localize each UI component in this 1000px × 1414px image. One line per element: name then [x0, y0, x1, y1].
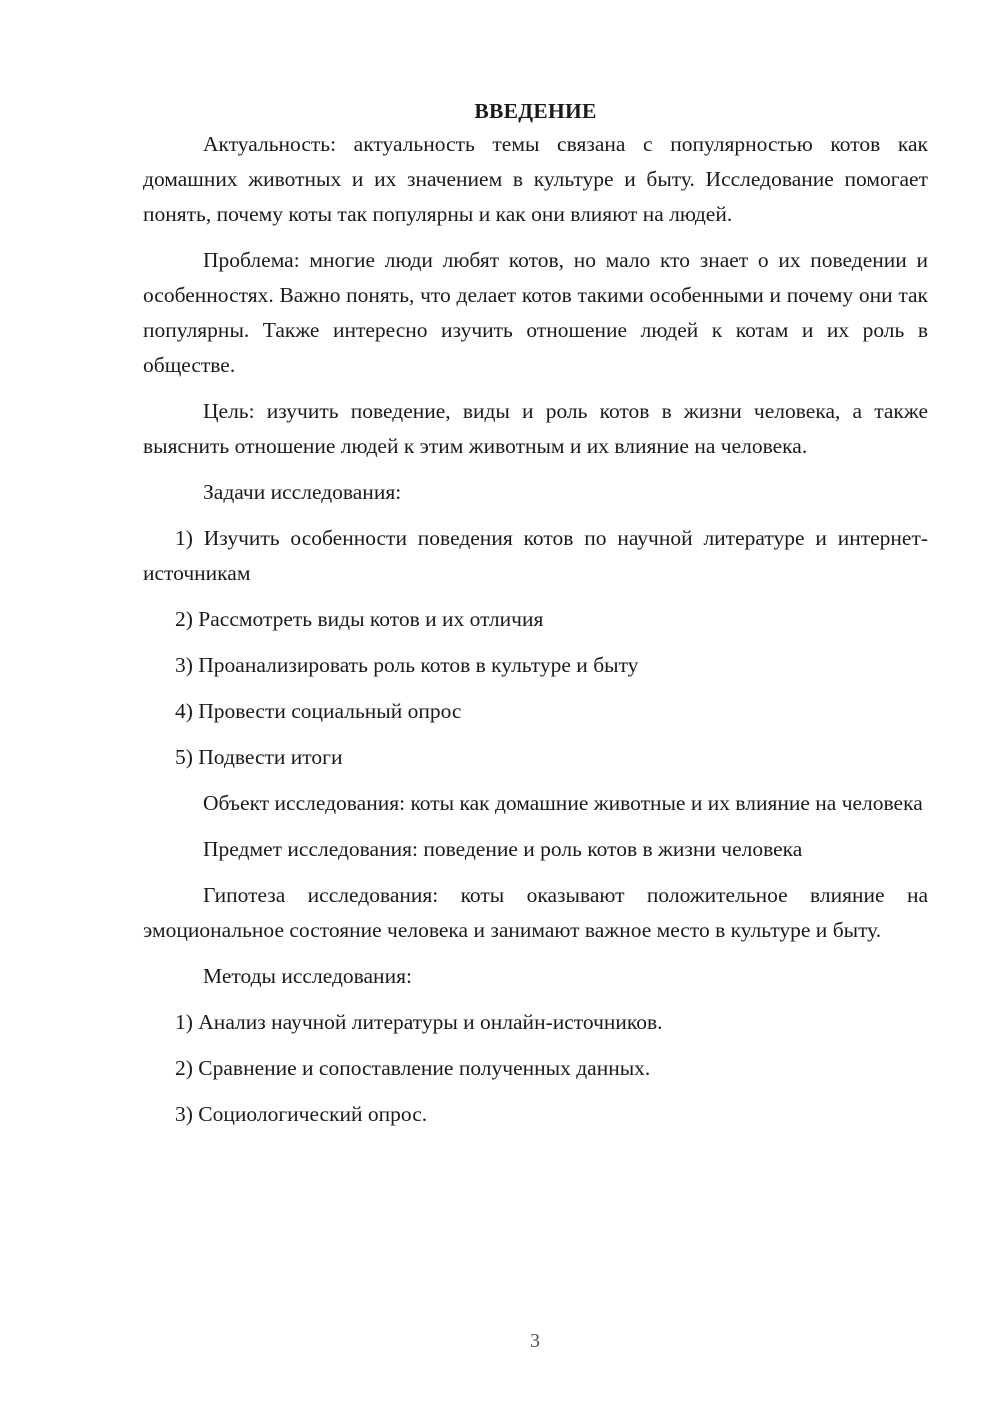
subject-paragraph: Предмет исследования: поведение и роль котов в жизни человека [203, 837, 803, 861]
method-item-2: 2) Сравнение и сопоставление полученных данных. [175, 1056, 651, 1080]
section-heading: ВВЕДЕНИЕ [474, 99, 597, 123]
task-item-4: 4) Провести социальный опрос [175, 699, 462, 723]
hypothesis-paragraph: Гипотеза исследования: коты оказывают положительное влияние на эмоциональное состояние человека и занимают важное место в культуре и быту. [143, 883, 928, 942]
task-item-1: 1) Изучить особенности поведения котов по научной литературе и интернет-источникам [143, 526, 928, 585]
tasks-title: Задачи исследования: [203, 480, 402, 504]
page-content [143, 95, 928, 1132]
page-number: 3 [530, 1330, 540, 1352]
object-paragraph: Объект исследования: коты как домашние животные и их влияние на человека [203, 791, 923, 815]
methods-title: Методы исследования: [203, 964, 412, 988]
relevance-paragraph: Актуальность: актуальность темы связана с популярностью котов как домашних животных и их значением в культуре и быту. Исследование помогает понять, почему коты так популярны и как они влияют на людей. [143, 132, 928, 226]
method-item-1: 1) Анализ научной литературы и онлайн-источников. [175, 1010, 663, 1034]
method-item-3: 3) Социологический опрос. [175, 1102, 428, 1126]
problem-paragraph: Проблема: многие люди любят котов, но мало кто знает о их поведении и особенностях. Важно понять, что делает котов такими особенными и почему они так популярны. Также интересно изучить отношение людей к котам и их роль в обществе. [143, 248, 928, 377]
task-item-2: 2) Рассмотреть виды котов и их отличия [175, 607, 544, 631]
goal-paragraph: Цель: изучить поведение, виды и роль котов в жизни человека, а также выяснить отношение людей к этим животным и их влияние на человека. [143, 399, 928, 458]
task-item-5: 5) Подвести итоги [175, 745, 343, 769]
task-item-3: 3) Проанализировать роль котов в культуре и быту [175, 653, 639, 677]
